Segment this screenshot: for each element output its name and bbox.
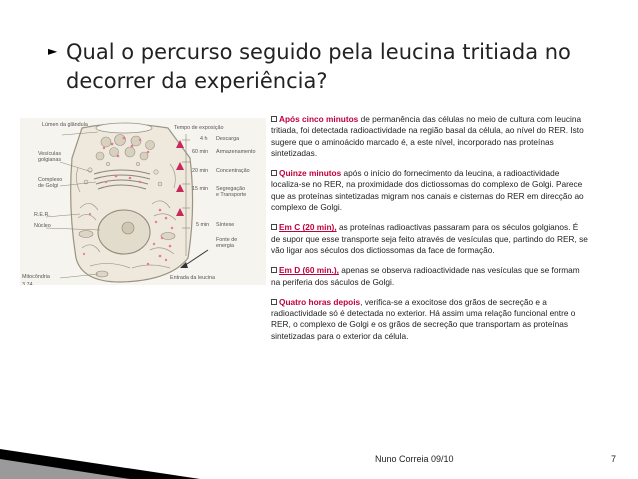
label-exposure: Tempo de exposição [174, 125, 224, 131]
label-t4h: 4 h [200, 136, 208, 142]
corner-decoration [0, 443, 200, 479]
label-synthesis: Síntese [216, 222, 235, 228]
lumen [96, 123, 152, 133]
paragraph-lead: Quinze minutos [279, 168, 342, 179]
label-lumen: Lúmen da glândula [42, 122, 88, 128]
label-figure-number: 3.74 [22, 282, 33, 285]
paragraph-lead: Em C (20 min), [279, 222, 337, 233]
checkbox-bullet-icon [271, 267, 277, 273]
label-golgi: Complexo de Golgi [38, 177, 63, 189]
checkbox-bullet-icon [271, 170, 277, 176]
checkbox-bullet-icon [271, 299, 277, 305]
checkbox-bullet-icon [271, 224, 277, 230]
paragraph-lead: Em D (60 min.), [279, 265, 339, 276]
page-number: 7 [611, 454, 617, 464]
label-discharge: Descarga [216, 136, 240, 142]
label-leucine-entry: Entrada da leucina [170, 275, 215, 281]
label-vesicles: Vesículas golgianas [38, 151, 62, 163]
paragraph-4-hours [271, 297, 589, 342]
label-concentration: Concentração [216, 168, 250, 174]
label-t5: 5 min [196, 222, 210, 228]
label-storage: Armazenamento [216, 149, 256, 155]
label-t15: 15 min [192, 186, 209, 192]
paragraph-body: apenas se observa radioactividade nas vesículas que se formam na periferia dos sáculos de Golgi. [271, 265, 580, 287]
paragraph-body: as proteínas radioactivas passaram para os séculos golgianos. É de supor que esse transporte seja feito através de vesículas que, partindo do RER, se vão ligar aos séculos dos dictiossomas da face de formação. [271, 222, 588, 255]
label-nucleus: Núcleo [34, 223, 51, 229]
slide-title: Qual o percurso seguido pela leucina tritiada no decorrer da experiência? [66, 40, 571, 93]
paragraph-lead: Após cinco minutos [279, 114, 359, 124]
cell-diagram-drawing [20, 118, 266, 285]
label-t60: 60 min [192, 149, 209, 155]
bullet-arrow-icon: ► [48, 44, 58, 58]
paragraph-body: , verifica-se a exocitose dos grãos de secreção e a radioactividade só é detectada no exterior. Há assim uma relação funcional entre o RER, o complexo de Golgi e os grãos de secreção que transportam as proteínas sintetizadas para o exterior da célula. [271, 296, 576, 341]
label-energy-source: Fonte de energia [216, 237, 238, 249]
paragraph-15-minutes [271, 168, 589, 213]
cell-diagram [20, 118, 266, 285]
paragraph-body: de permanência das células no meio de cultura com leucina tritiada, foi detectada radioactividade na região basal da célula, ao nível do RER. Isto sugere que o aminoácido marcado é, a este nível, incorporado nas proteínas sintetizadas. [271, 114, 584, 158]
footer-author: Nuno Correia 09/10 [375, 454, 454, 464]
checkbox-bullet-icon [271, 116, 277, 122]
label-rer: R.E.R. [34, 212, 50, 218]
label-segregation: Segregação [216, 186, 246, 192]
nucleolus [122, 222, 134, 234]
paragraph-20-minutes [271, 222, 589, 256]
paragraph-5-minutes [271, 114, 589, 159]
label-mitochondria: Mitocôndria [22, 274, 50, 280]
paragraph-body: após o início do fornecimento da leucina, a radioactividade localiza-se no RER, na proximidade dos dictiossomas do complexo de Golgi. Parece que as proteínas sintetizadas migram nos canais e cisternas do RER em direcção ao complexo de Golgi. [271, 168, 584, 213]
paragraph-lead: Quatro horas depois [279, 296, 361, 307]
label-transport: e Transporte [216, 192, 247, 198]
explanation-text [271, 114, 589, 351]
label-t20: 20 min [192, 168, 209, 174]
paragraph-60-minutes [271, 265, 589, 288]
